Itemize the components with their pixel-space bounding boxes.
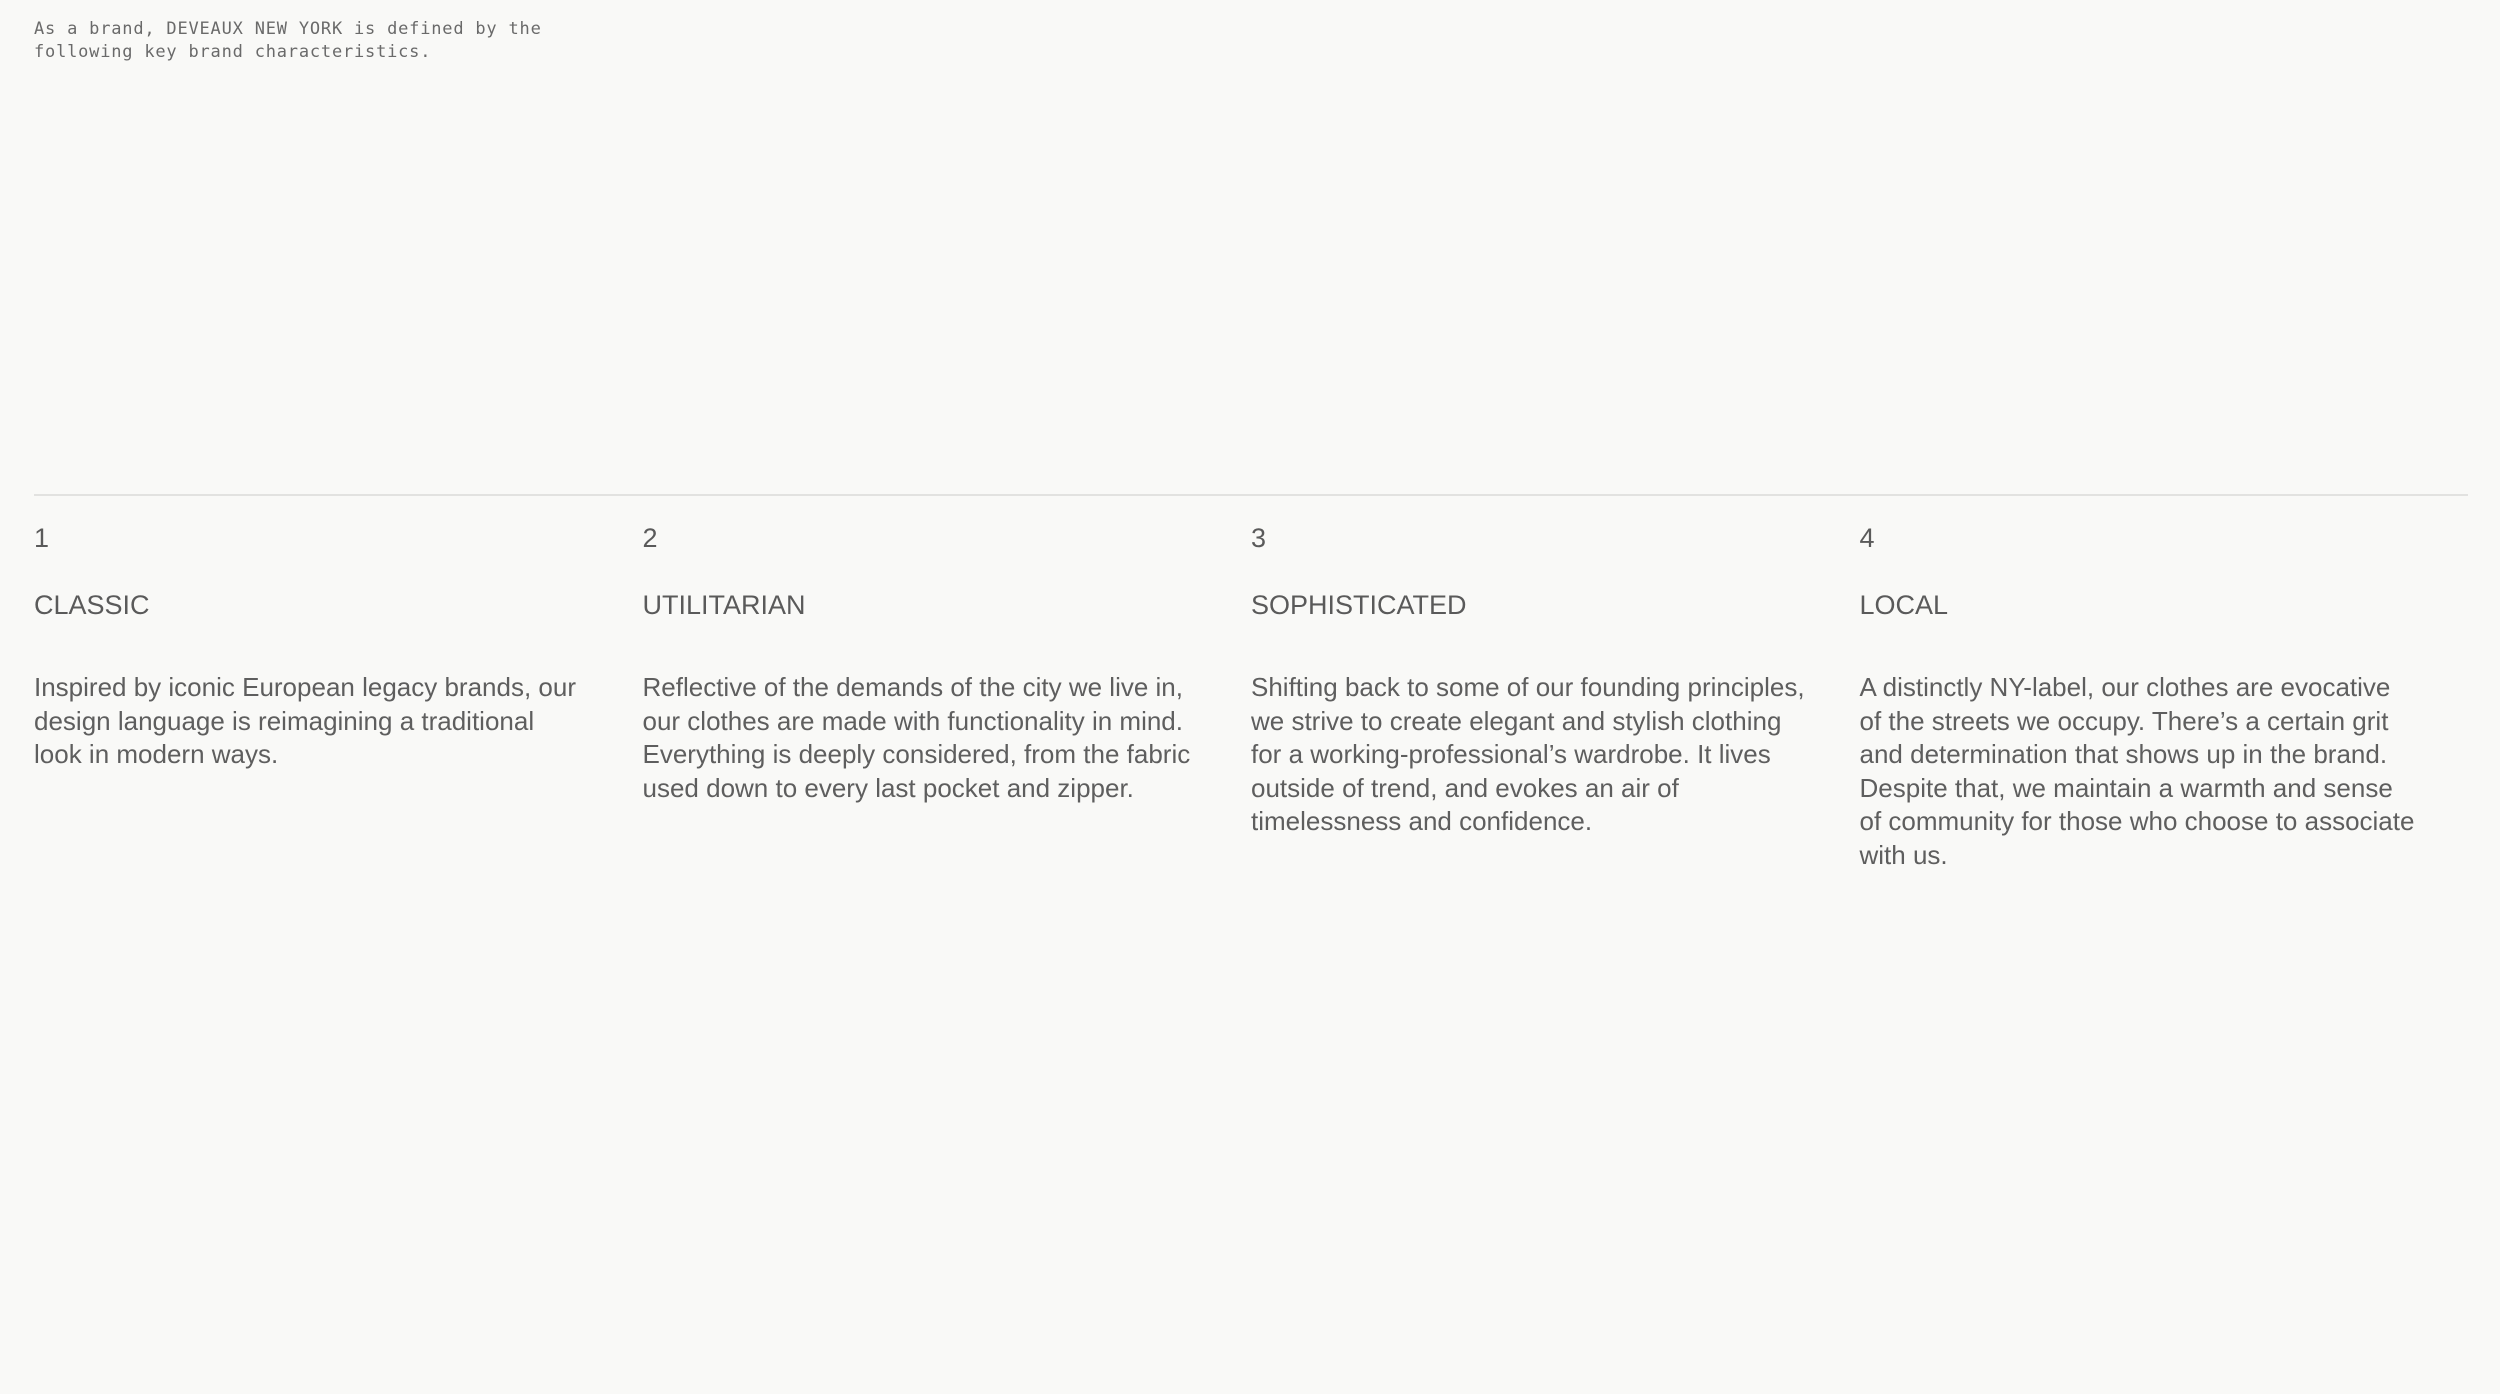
characteristic-description: Reflective of the demands of the city we live in, our clothes are made with functionality in mind. Everything is deeply considered, from the fabric used down to every last pocket and zipper.	[642, 672, 1191, 803]
characteristic-number: 3	[1251, 523, 1267, 553]
intro-text: As a brand, DEVEAUX NEW YORK is defined by the following key brand characteristics.	[34, 19, 542, 62]
section-divider	[34, 494, 2468, 496]
characteristic-number: 2	[642, 523, 658, 553]
characteristic-sophisticated	[1251, 520, 1860, 872]
characteristic-description: Inspired by iconic European legacy brands, our design language is reimagining a traditional look in modern ways.	[34, 672, 576, 769]
characteristic-title: UTILITARIAN	[642, 590, 806, 620]
characteristic-title: CLASSIC	[34, 590, 150, 620]
characteristic-classic	[34, 520, 643, 872]
characteristic-number: 1	[34, 523, 50, 553]
characteristic-title: LOCAL	[1859, 590, 1949, 620]
characteristic-utilitarian	[643, 520, 1252, 872]
characteristic-title: SOPHISTICATED	[1251, 590, 1467, 620]
characteristic-local	[1860, 520, 2469, 872]
characteristics-grid	[34, 520, 2468, 872]
characteristic-description: A distinctly NY-label, our clothes are evocative of the streets we occupy. There’s a certain grit and determination that shows up in the brand. Despite that, we maintain a warmth and sense of community for those who choose to associate with us.	[1859, 672, 2415, 870]
characteristic-number: 4	[1859, 523, 1875, 553]
characteristic-description: Shifting back to some of our founding principles, we strive to create elegant and stylish clothing for a working-professional’s wardrobe. It lives outside of trend, and evokes an air of timelessness and confidence.	[1251, 672, 1805, 836]
